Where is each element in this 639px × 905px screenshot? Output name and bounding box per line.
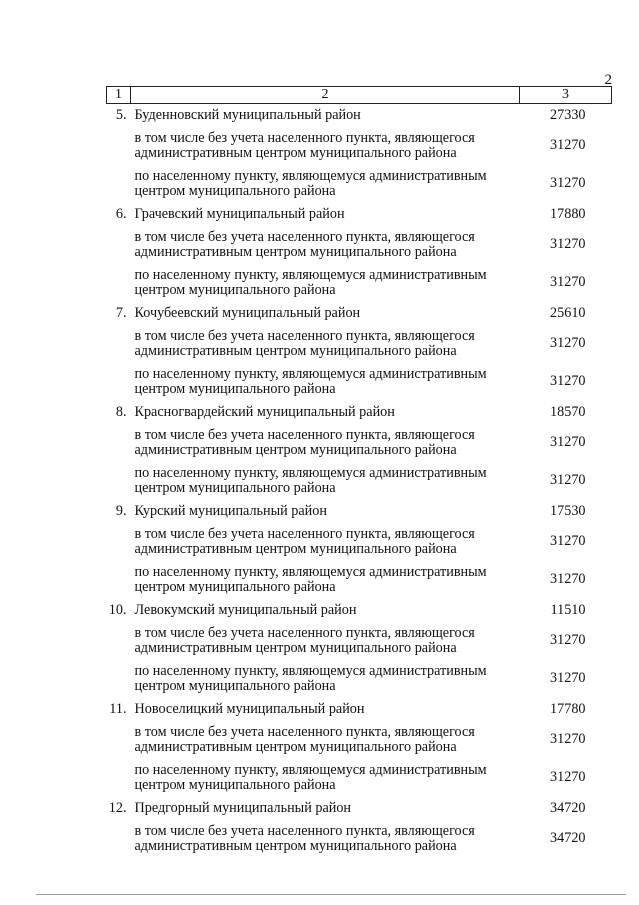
district-name: Левокумский муниципальный район <box>134 601 357 618</box>
subrow-description: по населенному пункту, являющемуся административным центром муниципального района <box>134 464 487 496</box>
subrow-description: в том числе без учета населенного пункта, являющегося административным центром муниципального района <box>134 822 475 854</box>
district-name: Буденновский муниципальный район <box>134 106 361 123</box>
table-subrow <box>107 264 612 302</box>
table-subrow <box>107 759 612 797</box>
subrow-value: 31270 <box>550 670 586 687</box>
subrow-description: в том числе без учета населенного пункта, являющегося административным центром муниципального района <box>134 228 475 260</box>
table-row <box>107 698 612 721</box>
page-bottom-border <box>36 894 626 895</box>
subrow-value: 31270 <box>550 274 586 291</box>
subrow-value: 31270 <box>550 137 586 154</box>
row-number: 12. <box>108 799 127 816</box>
empty-cell <box>107 226 131 264</box>
empty-cell <box>107 561 131 599</box>
empty-cell <box>107 660 131 698</box>
empty-cell <box>107 325 131 363</box>
table-subrow <box>107 462 612 500</box>
district-value: 11510 <box>550 601 586 618</box>
subrow-description: в том числе без учета населенного пункта, являющегося административным центром муниципального района <box>134 426 475 458</box>
subrow-value: 31270 <box>550 175 586 192</box>
table-subrow <box>107 165 612 203</box>
district-value: 34720 <box>550 799 586 816</box>
row-number: 8. <box>115 403 127 420</box>
subrow-value: 31270 <box>550 533 586 550</box>
header-row <box>107 87 612 104</box>
table-subrow <box>107 721 612 759</box>
table-subrow <box>107 523 612 561</box>
empty-cell <box>107 820 131 858</box>
empty-cell <box>107 424 131 462</box>
subrow-description: в том числе без учета населенного пункта, являющегося административным центром муниципального района <box>134 624 475 656</box>
district-name: Новоселицкий муниципальный район <box>134 700 365 717</box>
subrow-value: 31270 <box>550 236 586 253</box>
empty-cell <box>107 462 131 500</box>
empty-cell <box>107 622 131 660</box>
district-name: Кочубеевский муниципальный район <box>134 304 361 321</box>
empty-cell <box>107 127 131 165</box>
district-name: Красногвардейский муниципальный район <box>134 403 395 420</box>
table-subrow <box>107 660 612 698</box>
subrow-description: по населенному пункту, являющемуся административным центром муниципального района <box>134 266 487 298</box>
table-subrow <box>107 127 612 165</box>
subrow-description: по населенному пункту, являющемуся административным центром муниципального района <box>134 563 487 595</box>
subrow-value: 31270 <box>550 472 586 489</box>
subrow-value: 31270 <box>550 434 586 451</box>
table-subrow <box>107 424 612 462</box>
subrow-description: в том числе без учета населенного пункта, являющегося административным центром муниципального района <box>134 129 475 161</box>
empty-cell <box>107 264 131 302</box>
subrow-description: по населенному пункту, являющемуся административным центром муниципального района <box>134 167 487 199</box>
page-number: 2 <box>604 72 612 88</box>
subrow-value: 34720 <box>550 830 586 847</box>
district-name: Курский муниципальный район <box>134 502 327 519</box>
subrow-value: 31270 <box>550 571 586 588</box>
table-row <box>107 203 612 226</box>
district-value: 18570 <box>550 403 586 420</box>
district-value: 17880 <box>550 205 586 222</box>
column-header-3: 3 <box>520 87 612 104</box>
district-value: 17780 <box>550 700 586 717</box>
row-number: 10. <box>108 601 127 618</box>
subrow-description: в том числе без учета населенного пункта, являющегося административным центром муниципального района <box>134 723 475 755</box>
row-number: 5. <box>115 106 127 123</box>
row-number: 6. <box>115 205 127 222</box>
subrow-description: в том числе без учета населенного пункта, являющегося административным центром муниципального района <box>134 525 475 557</box>
subrow-value: 31270 <box>550 335 586 352</box>
row-number: 7. <box>115 304 127 321</box>
district-value: 25610 <box>550 304 586 321</box>
table-row <box>107 104 612 128</box>
district-value: 17530 <box>550 502 586 519</box>
district-name: Предгорный муниципальный район <box>134 799 352 816</box>
empty-cell <box>107 721 131 759</box>
empty-cell <box>107 759 131 797</box>
table-body <box>107 104 612 859</box>
empty-cell <box>107 363 131 401</box>
subrow-description: в том числе без учета населенного пункта, являющегося административным центром муниципального района <box>134 327 475 359</box>
subrow-value: 31270 <box>550 769 586 786</box>
column-header-2: 2 <box>131 87 520 104</box>
subrow-value: 31270 <box>550 731 586 748</box>
column-header-1: 1 <box>107 87 131 104</box>
table-subrow <box>107 561 612 599</box>
subrow-value: 31270 <box>550 632 586 649</box>
table-row <box>107 500 612 523</box>
table-subrow <box>107 820 612 858</box>
table-row <box>107 302 612 325</box>
subrow-description: по населенному пункту, являющемуся административным центром муниципального района <box>134 662 487 694</box>
table-row <box>107 797 612 820</box>
subrow-description: по населенному пункту, являющемуся административным центром муниципального района <box>134 761 487 793</box>
table-subrow <box>107 226 612 264</box>
table-subrow <box>107 622 612 660</box>
district-name: Грачевский муниципальный район <box>134 205 345 222</box>
district-value: 27330 <box>550 106 586 123</box>
table-subrow <box>107 363 612 401</box>
data-table <box>106 86 612 858</box>
subrow-value: 31270 <box>550 373 586 390</box>
row-number: 11. <box>109 700 127 717</box>
table-subrow <box>107 325 612 363</box>
subrow-description: по населенному пункту, являющемуся административным центром муниципального района <box>134 365 487 397</box>
empty-cell <box>107 165 131 203</box>
row-number: 9. <box>115 502 127 519</box>
empty-cell <box>107 523 131 561</box>
table-row <box>107 401 612 424</box>
table-row <box>107 599 612 622</box>
